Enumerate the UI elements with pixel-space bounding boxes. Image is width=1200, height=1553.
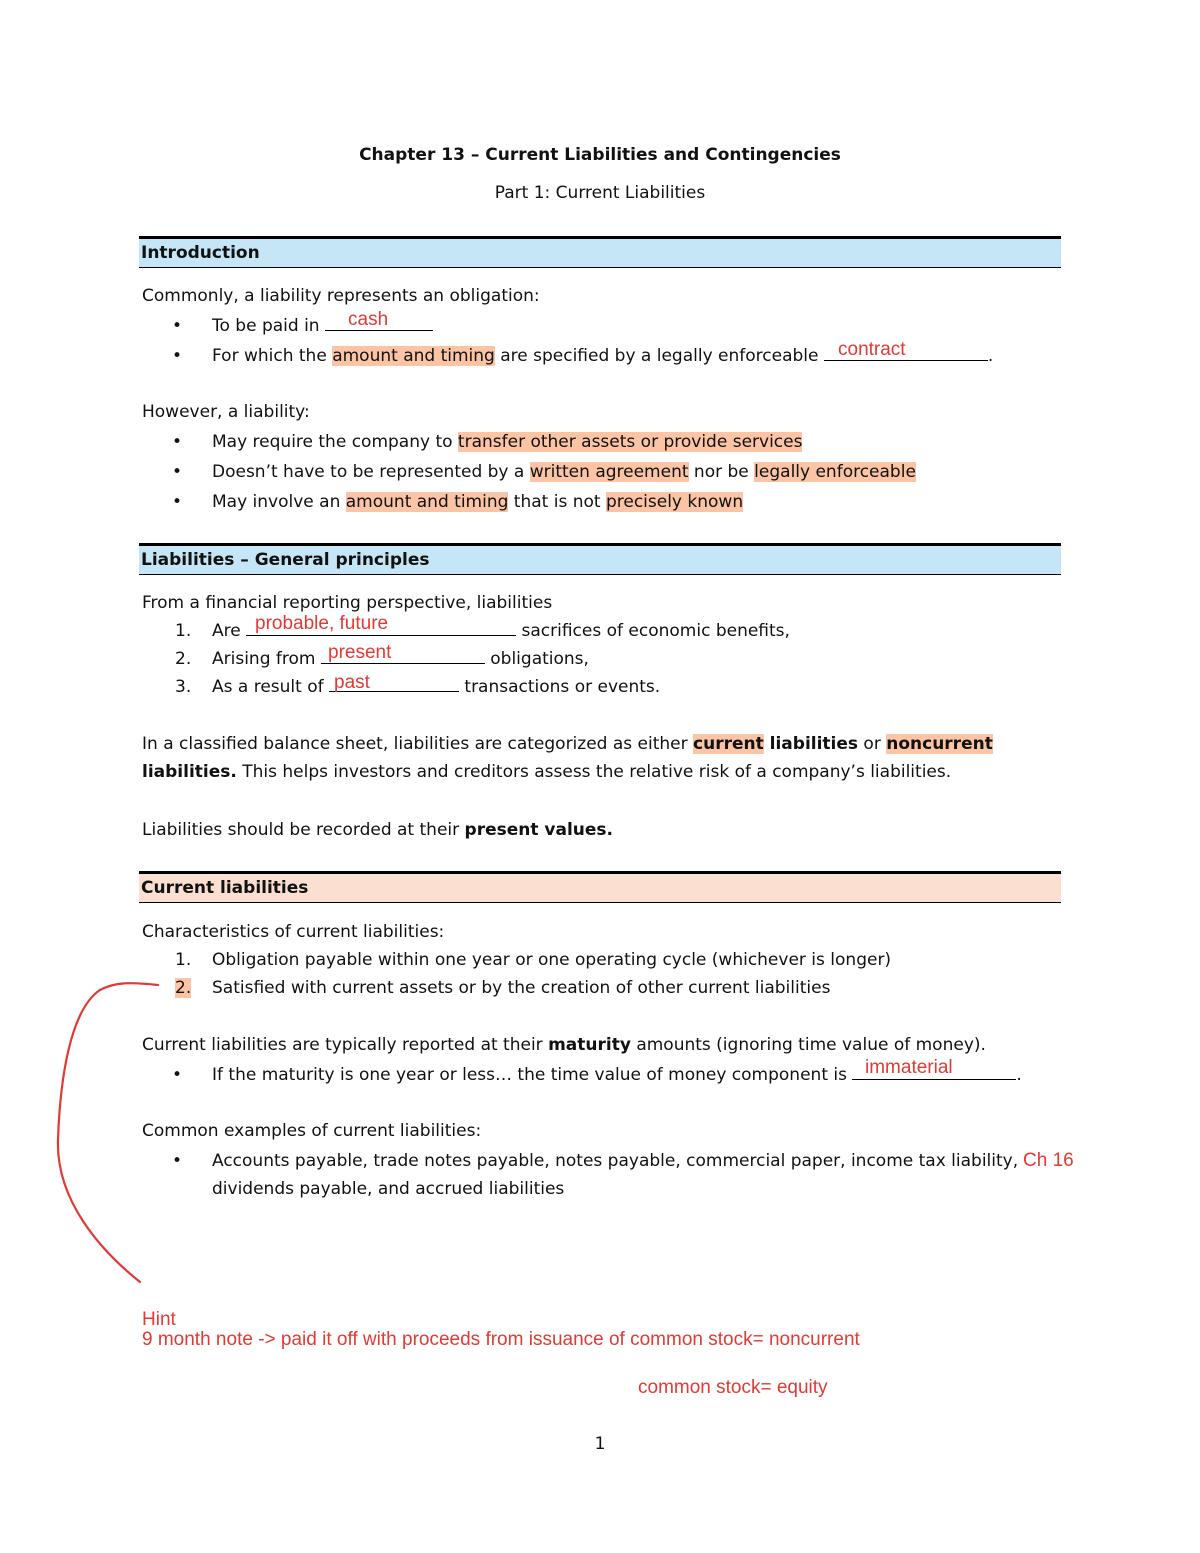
handwritten-note-ch16: Ch 16 <box>1023 1150 1074 1171</box>
section-header-introduction: Introduction <box>139 236 1061 268</box>
highlight: amount and timing <box>332 346 495 366</box>
current-examples-lead: Common examples of current liabilities: <box>142 1121 482 1141</box>
text: transactions or events. <box>459 677 661 697</box>
text: or <box>858 734 887 754</box>
current-item-2: Satisfied with current assets or by the creation of other current liabilities <box>212 978 831 998</box>
text: To be paid in <box>212 316 325 336</box>
text: Arising from <box>212 649 321 669</box>
hint-line-2: common stock= equity <box>638 1377 828 1398</box>
hint-line-1: 9 month note -> paid it off with proceeds from issuance of common stock= noncurrent <box>142 1329 860 1350</box>
text: liabilities <box>763 734 859 754</box>
highlight: amount and timing <box>345 492 509 512</box>
bullet-glyph: • <box>172 1065 183 1085</box>
text: In a classified balance sheet, liabilities are categorized as either <box>142 734 694 754</box>
text: are specified by a legally enforceable <box>494 346 824 366</box>
handwritten-answer-probable-future: probable, future <box>255 613 389 634</box>
page-subtitle: Part 1: Current Liabilities <box>494 183 706 203</box>
text: If the maturity is one year or less… the time value of money component is <box>212 1065 853 1085</box>
text: This helps investors and creditors assess the relative risk of a company’s liabilities. <box>236 762 952 782</box>
general-lead: From a financial reporting perspective, liabilities <box>142 593 553 613</box>
text: May involve an <box>212 492 346 512</box>
text: Doesn’t have to be represented by a <box>212 462 530 482</box>
list-number: 1. <box>175 621 192 641</box>
text: For which the <box>212 346 333 366</box>
text: Current liabilities are typically reported at their <box>142 1035 549 1055</box>
section-header-general-principles: Liabilities – General principles <box>139 543 1061 575</box>
highlight: precisely known <box>605 492 744 512</box>
highlight: legally enforceable <box>754 462 916 482</box>
current-item-1: Obligation payable within one year or one operating cycle (whichever is longer) <box>212 950 892 970</box>
highlight: transfer other assets or provide services <box>457 432 803 452</box>
hint-label: Hint <box>142 1309 176 1330</box>
bullet-glyph: • <box>172 1151 183 1171</box>
bullet-glyph: • <box>172 316 183 336</box>
handwritten-answer-immaterial: immaterial <box>865 1057 953 1078</box>
text: . <box>987 346 994 366</box>
text: nor be <box>688 462 755 482</box>
current-lead: Characteristics of current liabilities: <box>142 922 445 942</box>
text: maturity <box>548 1035 631 1055</box>
intro-however: However, a liability: <box>142 402 310 422</box>
section-header-current-liabilities: Current liabilities <box>139 871 1061 903</box>
text: . <box>1016 1065 1022 1085</box>
text: present values. <box>464 820 613 840</box>
handwritten-answer-cash: cash <box>348 309 389 330</box>
current-examples-line-2: dividends payable, and accrued liabilities <box>212 1179 565 1199</box>
page-number: 1 <box>594 1434 606 1454</box>
highlight: current <box>693 734 764 754</box>
list-number: 2. <box>175 649 192 669</box>
list-number: 1. <box>175 950 192 970</box>
current-examples-line-1: Accounts payable, trade notes payable, notes payable, commercial paper, income tax liability, <box>212 1151 1019 1171</box>
text: that is not <box>508 492 606 512</box>
bullet-glyph: • <box>172 346 183 366</box>
highlight: 2. <box>175 978 192 998</box>
text: obligations, <box>484 649 589 669</box>
bullet-glyph: • <box>172 462 183 482</box>
list-number: 3. <box>175 677 192 697</box>
text: liabilities. <box>142 762 237 782</box>
text: As a result of <box>212 677 329 697</box>
text: Liabilities should be recorded at their <box>142 820 465 840</box>
text: amounts (ignoring time value of money). <box>630 1035 986 1055</box>
text: May require the company to <box>212 432 458 452</box>
handwritten-answer-contract: contract <box>838 339 906 360</box>
highlight: noncurrent <box>886 734 993 754</box>
text: Are <box>212 621 247 641</box>
handwritten-answer-present: present <box>328 642 392 663</box>
text: sacrifices of economic benefits, <box>516 621 790 641</box>
intro-lead: Commonly, a liability represents an obligation: <box>142 286 540 306</box>
page-title: Chapter 13 – Current Liabilities and Contingencies <box>359 145 841 165</box>
highlight: written agreement <box>529 462 689 482</box>
bullet-glyph: • <box>172 492 183 512</box>
handwritten-answer-past: past <box>334 672 370 693</box>
bullet-glyph: • <box>172 432 183 452</box>
